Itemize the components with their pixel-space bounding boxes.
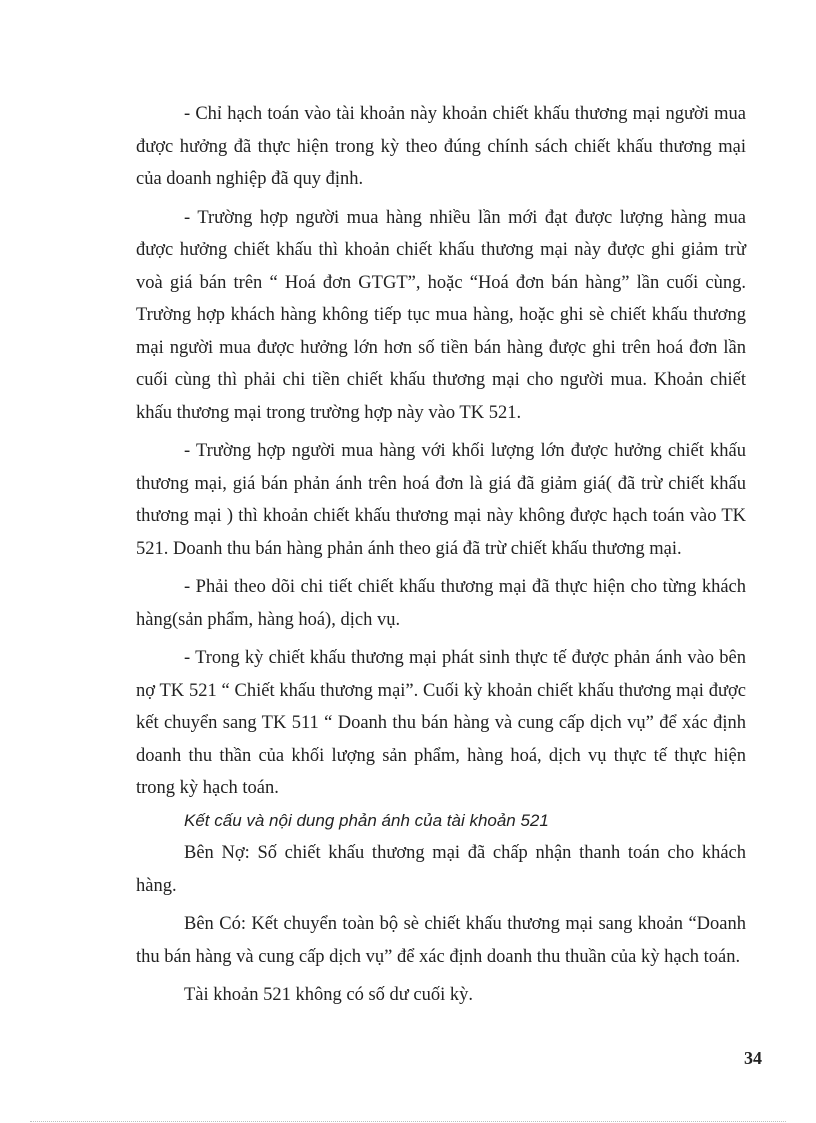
section-subheading: Kết cấu và nội dung phản ánh của tài khoản 521: [184, 810, 549, 830]
paragraph: - Chỉ hạch toán vào tài khoản này khoản chiết khấu thương mại người mua được hưởng đã thực hiện trong kỳ theo đúng chính sách chiết khấu thương mại của doanh nghiệp đã quy định.: [136, 104, 746, 189]
paragraph: Tài khoản 521 không có số dư cuối kỳ.: [184, 985, 474, 1005]
paragraph: Bên Có: Kết chuyển toàn bộ sè chiết khấu thương mại sang khoản “Doanh thu bán hàng và cung cấp dịch vụ” để xác định doanh thu thuần của kỳ hạch toán.: [136, 914, 746, 967]
paragraph: - Trường hợp người mua hàng nhiều lần mới đạt được lượng hàng mua được hưởng chiết khấu thì khoản chiết khấu thương mại này được ghi giảm trừ voà giá bán trên “ Hoá đơn GTGT”, hoặc “Hoá đơn bán hàng” lần cuối cùng. Trường hợp khách hàng không tiếp tục mua hàng, hoặc ghi sè chiết khấu thương mại người mua được hưởng lớn hơn số tiền bán hàng được ghi trên hoá đơn lần cuối cùng thì phải chi tiền chiết khấu thương mại cho người mua. Khoản chiết khấu thương mại trong trường hợp này vào TK 521.: [136, 207, 746, 423]
paragraph: - Phải theo dõi chi tiết chiết khấu thương mại đã thực hiện cho từng khách hàng(sản phẩm, hàng hoá), dịch vụ.: [136, 577, 746, 630]
paragraph: - Trường hợp người mua hàng với khối lượng lớn được hưởng chiết khấu thương mại, giá bán phản ánh trên hoá đơn là giá đã giảm giá( đã trừ chiết khấu thương mại ) thì khoản chiết khấu thương mại này không được hạch toán vào TK 521. Doanh thu bán hàng phản ánh theo giá đã trừ chiết khấu thương mại.: [136, 441, 746, 559]
paragraph: - Trong kỳ chiết khấu thương mại phát sinh thực tế được phản ánh vào bên nợ TK 521 “ Chiết khấu thương mại”. Cuối kỳ khoản chiết khấu thương mại được kết chuyển sang TK 511 “ Doanh thu bán hàng và cung cấp dịch vụ” để xác định doanh thu thần của khối lượng sản phẩm, hàng hoá, dịch vụ thực tế thực hiện trong kỳ hạch toán.: [136, 648, 746, 798]
document-body: [136, 98, 746, 1012]
page-number: 34: [744, 1048, 762, 1068]
paragraph: Bên Nợ: Số chiết khấu thương mại đã chấp nhận thanh toán cho khách hàng.: [136, 843, 746, 896]
page-bottom-divider: [30, 1121, 786, 1122]
